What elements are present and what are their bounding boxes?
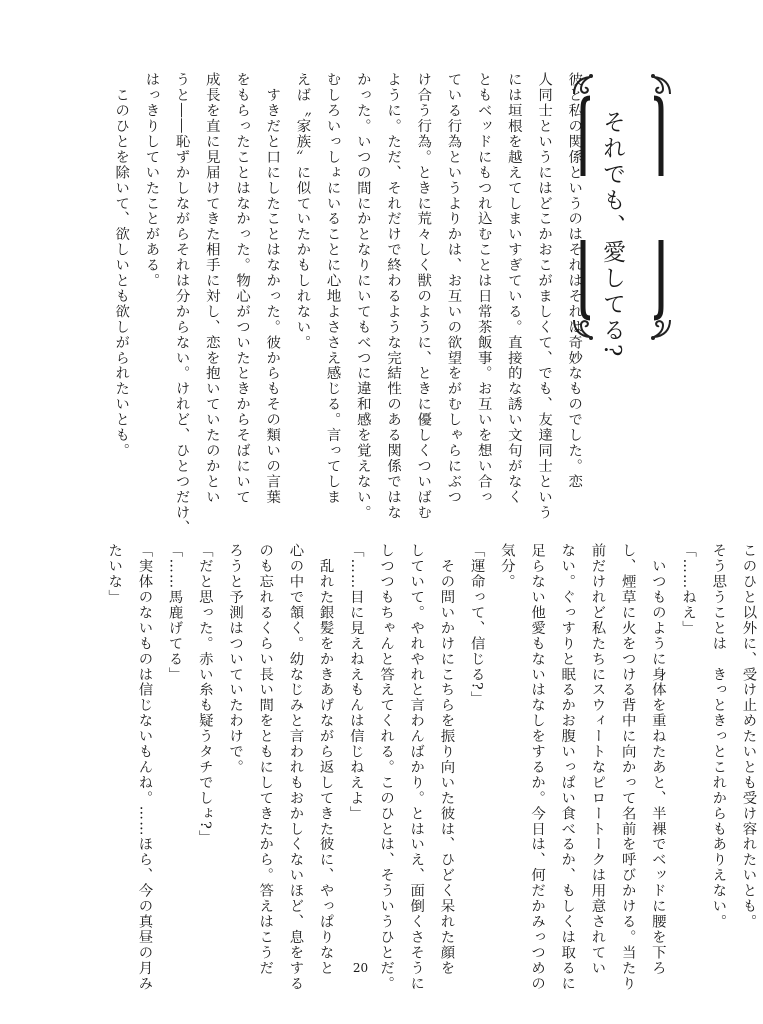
text-line: 「……馬鹿げてる」 [166, 543, 183, 683]
text-line: 前だけれど私たちにスウィートなピロートークは用意されてい [589, 543, 606, 976]
text-line: 「運命って、信じる?」 [468, 543, 485, 707]
text-line: していて。やれやれと言わんばかり。とはいえ、面倒くさそうに [408, 543, 425, 992]
text-line: をもらったことはなかった。物心がついたときからそばにいて [234, 72, 251, 505]
lower-text-block [99, 543, 763, 992]
text-line: かった。いつの間にかとなりにいてもべつに違和感を覚えない。 [354, 72, 371, 521]
text-line: のも忘れるくらい長い間をともにしてきたから。答えはこうだ [257, 543, 274, 976]
text-line: たいな」 [106, 543, 123, 605]
text-line: えば〝家族〟に似ていたかもしれない。 [294, 72, 311, 351]
text-line: いつものように身体を重ねたあと、半裸でベッドに腰を下ろ [649, 543, 666, 976]
text-line: 彼と私の関係というのはそれはそれは奇妙なものでした。恋 [566, 72, 583, 490]
text-line: 心の中で頷く。幼なじみと言われもおかしくないほど、息をする [287, 543, 304, 992]
text-line: ない。ぐっすりと眠るかお腹いっぱい食べるか、もしくは取るに [559, 543, 576, 992]
text-line: 成長を直に見届けてきた相手に対し、恋を抱いていたのかとい [203, 72, 220, 505]
text-line: 気分。 [498, 543, 515, 590]
text-line: 「実体のないものは信じないもんね。……ほら、今の真昼の月み [136, 543, 153, 992]
text-line: ている行為というよりかは、お互いの欲望をがむしゃらにぶつ [445, 72, 462, 505]
text-line: そう思うことは きっときっとこれからもありえない。 [710, 543, 727, 930]
text-line: 「……ねえ」 [680, 543, 697, 636]
text-line: 乱れた銀髪をかきあげながら返してきた彼に、やっぱりなと [317, 543, 334, 976]
text-line: しつつもちゃんと答えてくれる。このひとは、そういうひとだ。 [378, 543, 395, 992]
text-line: 「だと思った。赤い糸も疑うタチでしょ?」 [196, 543, 213, 846]
bracket-bottom-right-icon [652, 238, 666, 320]
text-line: 「……目に見えねえもんは信じねえよ」 [347, 543, 364, 822]
text-line: すきだと口にしたことはなかった。彼からもその類いの言葉 [264, 72, 281, 505]
text-line: その問いかけにこちらを振り向いた彼は、ひどく呆れた顔を [438, 543, 455, 976]
text-line: ともベッドにもつれ込むことは日常茶飯事。お互いを想い合っ [475, 72, 492, 505]
bracket-top-right-icon [652, 96, 666, 178]
ornament-top-right-icon [648, 72, 674, 98]
text-line: むしろいっしょにいることに心地よささえ感じる。言ってしま [324, 72, 341, 505]
text-line: はっきりしていたことがある。 [143, 72, 160, 289]
ornament-bottom-right-icon [648, 316, 674, 342]
text-line: には垣根を越えてしまいすぎている。直接的な誘い文句がなく [505, 72, 522, 505]
text-line: このひと以外に、受け止めたいとも受け容れたいとも。 [740, 543, 757, 930]
upper-text-block [106, 72, 589, 536]
page-number: 20 [352, 961, 369, 975]
text-line: ろうと予測はついていたわけで。 [227, 543, 244, 775]
text-line: うと――恥ずかしながらそれは分からない。けれど、ひとつだけ、 [173, 72, 190, 536]
text-line: 足らない他愛もないはなしをするか。今日は、何だかみっつめの [529, 543, 546, 992]
text-line: ように。ただ、それだけで終わるような完結性のある関係ではな [385, 72, 402, 521]
text-line: このひとを除いて、欲しいとも欲しがられたいとも。 [113, 72, 130, 459]
text-line: し、煙草に火をつける背中に向かって名前を呼びかける。当たり [619, 543, 636, 992]
text-line: け合う行為。ときに荒々しく獣のように、ときに優しくついばむ [415, 72, 432, 521]
text-line: 人同士というにはどこかおこがましくて、でも、友達同士という [536, 72, 553, 521]
chapter-title: それでも、愛してる? [599, 110, 625, 360]
